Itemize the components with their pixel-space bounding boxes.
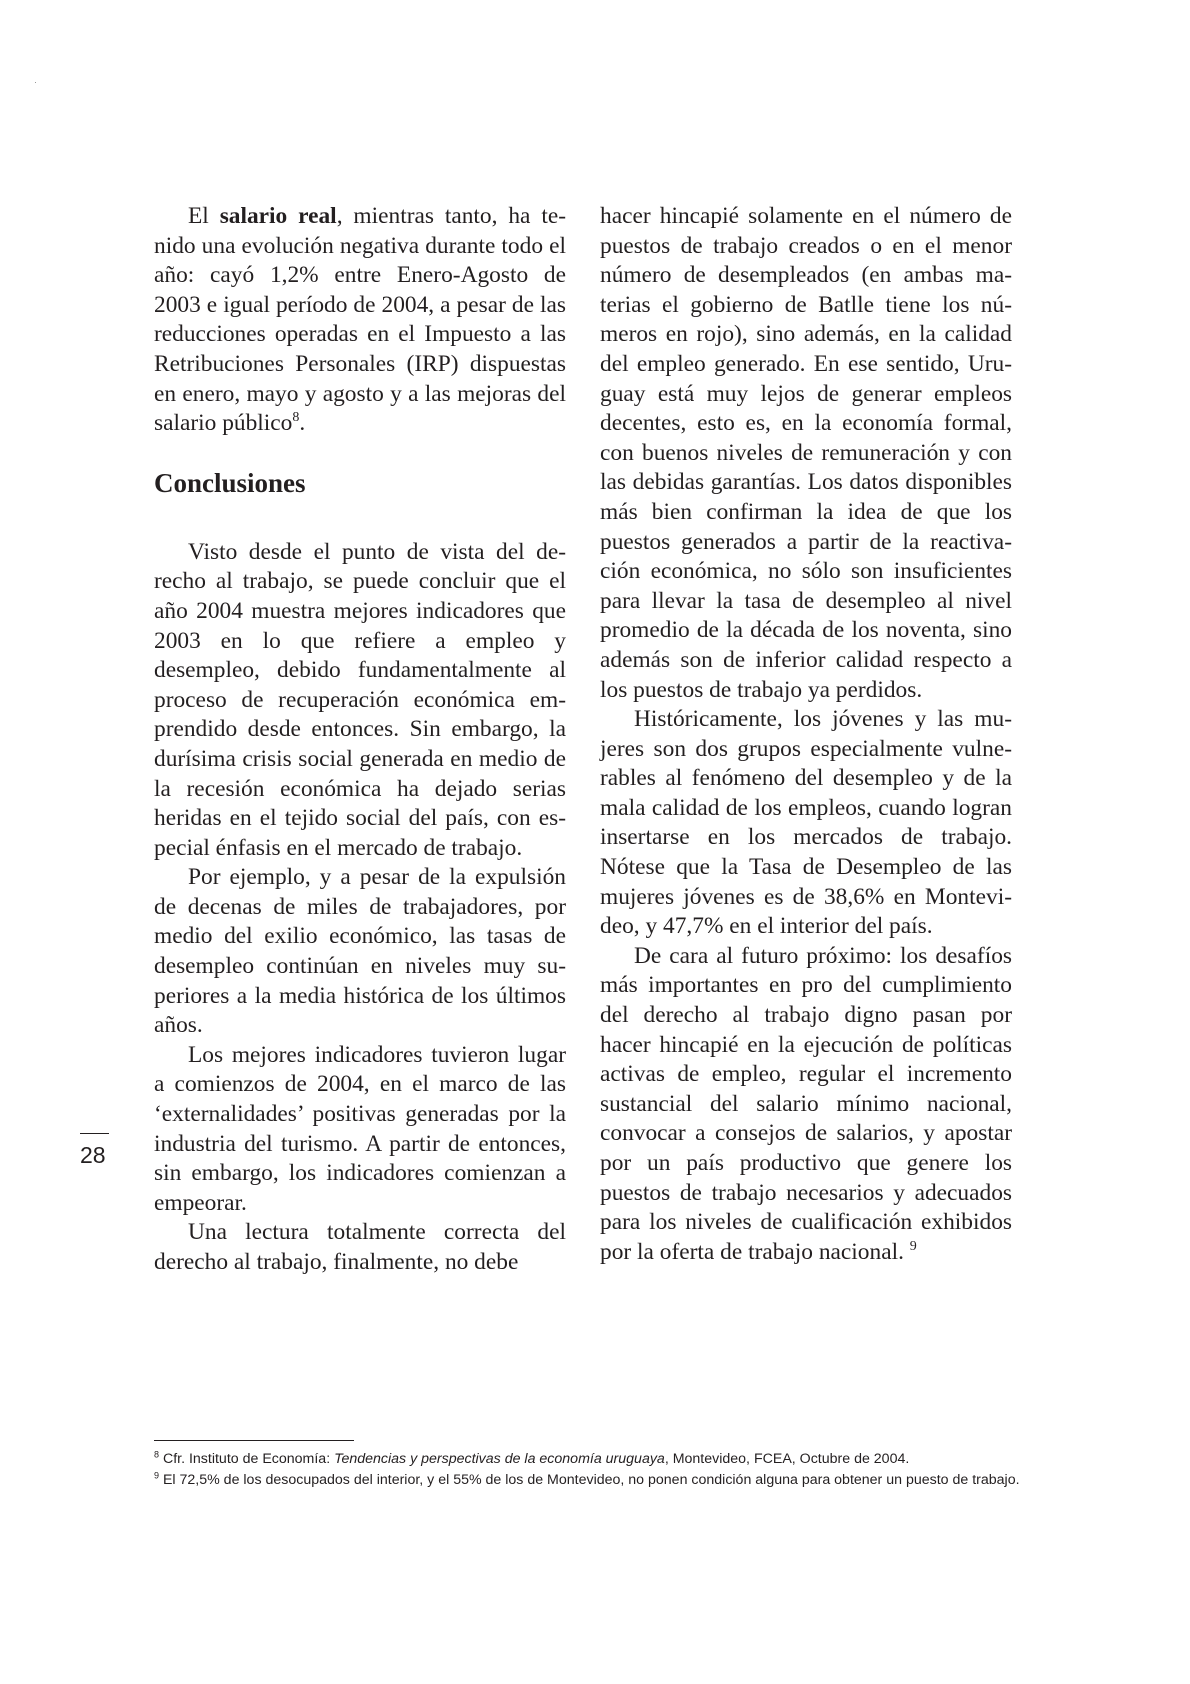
right-column [600,202,1012,1267]
footnote-marker: 8 [154,1449,160,1460]
footnotes [154,1450,1024,1492]
footnote-text: El 72,5% de los desocupados del interior, y el 55% de los de Montevideo, no ponen condición alguna para obtener un puesto de trabajo. [159,1472,1020,1488]
paragraph: Visto desde el punto de vista del derecho al trabajo, se puede concluir que el año 2004 muestra mejores indicadores que 2003 en lo que refiere a empleo y desempleo, debido fundamentalmente al proceso de recuperación económica emprendido desde entonces. Sin embargo, la durísima crisis social generada en medio de la recesión económica ha dejado serias heridas en el tejido social del país, con especial énfasis en el mercado de trabajo. [154,538,566,861]
footnote-text: Cfr. Instituto de Economía: [159,1451,335,1467]
footnote-title: Tendencias y perspectivas de la economía uruguaya [334,1451,665,1467]
left-column [154,202,566,1278]
paragraph: Una lectura totalmente correcta del derecho al trabajo, finalmente, no debe [154,1219,566,1275]
footnote-marker: 9 [154,1470,160,1481]
paragraph-final [600,942,1012,1268]
paragraph-salario-real [154,202,566,439]
footnote-divider [154,1440,354,1441]
footnote-reference: 9 [909,1238,917,1254]
corner-mark [35,82,36,83]
paragraph-text: , mientras tanto, ha tenido una evolución negativa durante todo el año: cayó 1,2% entre Enero-Agosto de 2003 e igual período de 2004, a pesar de las reducciones operadas en el Impuesto a las Retribuciones Personales (IRP) dispuestas en enero, mayo y agosto y a las mejoras del salario público [154,203,567,437]
section-heading: Conclusiones [154,467,306,498]
paragraph: Los mejores indicadores tuvieron lugar a comienzos de 2004, en el marco de las ‘externalidades’ positivas generadas por la industria del turismo. A partir de entonces, sin embargo, los indicadores comienzan a empeorar. [154,1041,566,1216]
paragraph-continued: hacer hincapié solamente en el número de puestos de trabajo creados o en el menor número de desempleados (en ambas materias el gobierno de Batlle tiene los números en rojo), sino además, en la calidad del empleo generado. En ese sentido, Uruguay está muy lejos de generar empleos decentes, esto es, en la economía formal, con buenos niveles de remuneración y con las debidas garantías. Los datos disponibles más bien confirman la idea de que los puestos generados a partir de la reactivación económica, no sólo son insuficientes para llevar la tasa de desempleo al nivel promedio de la década de los noventa, sino además son de inferior calidad respecto a los puestos de trabajo ya perdidos. [600,203,1012,703]
footnote-8 [154,1450,1024,1469]
footnote-reference: 8 [292,410,300,426]
footnote-9 [154,1471,1024,1490]
paragraph: Por ejemplo, y a pesar de la expulsión de decenas de miles de trabajadores, por medio del exilio económico, las tasas de desempleo continúan en niveles muy superiores a la media histórica de los últimos años. [154,864,566,1039]
page-number: 28 [80,1142,106,1168]
bold-term: salario real [219,203,337,229]
paragraph-text: De cara al futuro próximo: los desafíos más importantes en pro del cumplimiento del derecho al trabajo digno pasan por hacer hincapié en la ejecución de políticas activas de empleo, regular el incremento sustancial del salario mínimo nacional, convocar a consejos de salarios, y apostar por un país productivo que genere los puestos de trabajo necesarios y adecuados para los niveles de cualificación exhibidos por la oferta de trabajo nacional. [600,942,1012,1265]
paragraph: Históricamente, los jóvenes y las mujeres son dos grupos especialmente vulnerables al fenómeno del desempleo y de la mala calidad de los empleos, cuando logran insertarse en los mercados de trabajo. Nótese que la Tasa de Desempleo de las mujeres jóvenes es de 38,6% en Montevideo, y 47,7% en el interior del país. [600,706,1012,940]
page-number-rule [80,1133,109,1134]
paragraph-end: . [299,410,306,437]
paragraph-lead: El [188,203,220,229]
footnote-text: , Montevideo, FCEA, Octubre de 2004. [664,1451,910,1467]
